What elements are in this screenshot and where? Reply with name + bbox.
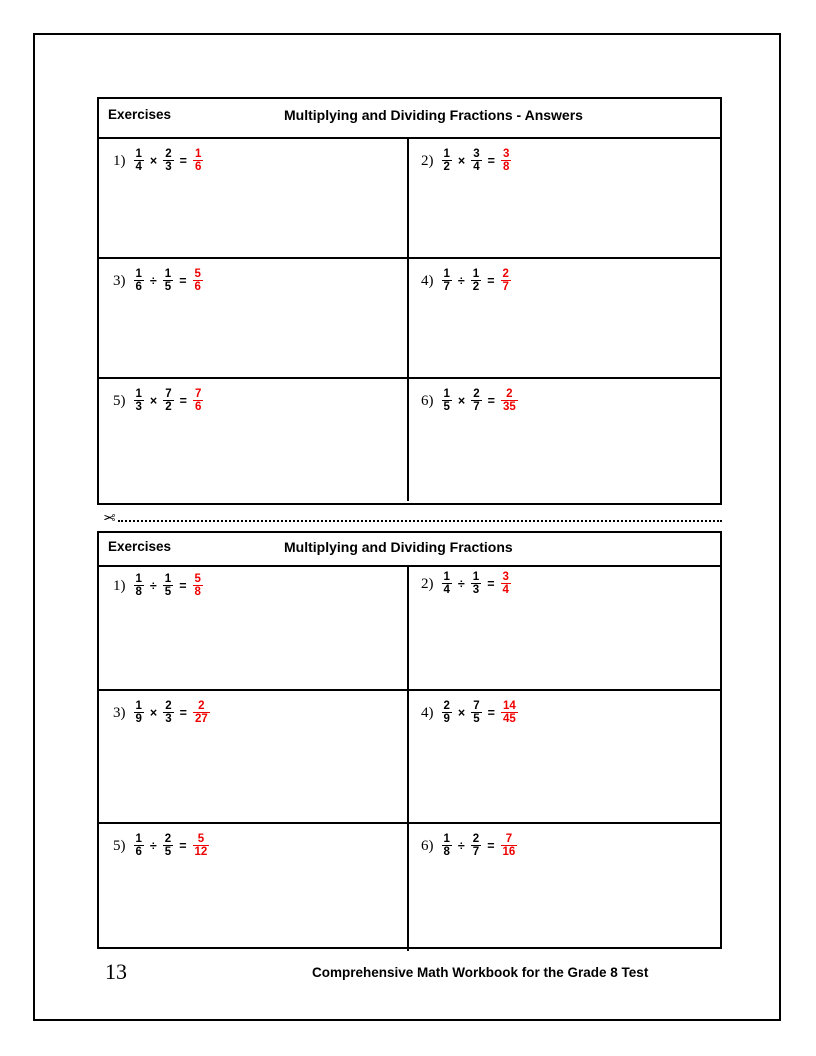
problem-expression	[113, 268, 204, 294]
operand-fraction	[471, 833, 481, 859]
operand-fraction	[442, 700, 452, 726]
answer-fraction	[501, 148, 511, 174]
fraction-denominator: 8	[194, 586, 201, 599]
header-title: Multiplying and Dividing Fractions	[284, 539, 513, 555]
problem-expression	[421, 833, 518, 859]
equals-symbol: =	[487, 576, 495, 591]
answer-fraction	[501, 833, 518, 859]
worksheet-page	[33, 33, 781, 1021]
fraction-numerator: 1	[164, 573, 172, 585]
equals-symbol: =	[487, 838, 495, 853]
answer-fraction	[501, 268, 511, 294]
fraction-denominator: 2	[472, 281, 480, 294]
fraction-denominator: 27	[194, 713, 208, 726]
fraction-denominator: 2	[165, 401, 172, 414]
scissors-icon: ✂	[103, 509, 116, 527]
operator-symbol: ÷	[457, 273, 465, 288]
answer-fraction	[193, 268, 203, 294]
fraction-numerator: 2	[164, 833, 172, 845]
fraction-denominator: 5	[164, 281, 172, 294]
fraction-numerator: 2	[165, 700, 172, 712]
exercise-table-answers	[97, 97, 722, 505]
answer-fraction	[193, 700, 210, 726]
fraction-denominator: 5	[164, 846, 172, 859]
answer-fraction	[193, 388, 203, 414]
problem-expression	[113, 700, 211, 726]
operator-symbol: ×	[457, 153, 466, 168]
operator-symbol: ÷	[457, 576, 465, 591]
fraction-denominator: 2	[443, 161, 450, 174]
header-title: Multiplying and Dividing Fractions - Answers	[284, 107, 583, 123]
fraction-numerator: 3	[502, 571, 509, 583]
fraction-denominator: 9	[443, 713, 450, 726]
operator-symbol: ×	[149, 705, 158, 720]
operand-fraction	[442, 833, 452, 859]
problem-number: 4)	[421, 273, 434, 290]
problem-cell[interactable]	[409, 824, 720, 951]
table-body-answers	[99, 139, 720, 501]
fraction-denominator: 5	[443, 401, 450, 414]
table-row	[99, 259, 720, 379]
worksheet-content	[97, 97, 722, 1001]
fraction-denominator: 4	[502, 584, 509, 597]
fraction-denominator: 4	[135, 161, 142, 174]
fraction-numerator: 5	[197, 833, 205, 845]
fraction-denominator: 7	[443, 281, 450, 294]
problem-cell[interactable]	[409, 691, 720, 822]
fraction-numerator: 1	[472, 268, 480, 280]
operand-fraction	[163, 388, 173, 414]
fraction-numerator: 1	[443, 833, 450, 845]
operand-fraction	[442, 388, 452, 414]
fraction-numerator: 1	[472, 571, 480, 583]
operand-fraction	[134, 573, 144, 599]
fraction-numerator: 2	[198, 700, 205, 712]
operand-fraction	[134, 833, 144, 859]
equals-symbol: =	[179, 153, 187, 168]
operand-fraction	[471, 148, 481, 174]
table-header-practice	[99, 533, 720, 567]
fraction-denominator: 12	[194, 846, 208, 859]
operator-symbol: ×	[149, 153, 158, 168]
operand-fraction	[442, 571, 452, 597]
equals-symbol: =	[179, 838, 187, 853]
fraction-numerator: 7	[165, 388, 172, 400]
fraction-denominator: 7	[473, 401, 480, 414]
table-row	[99, 379, 720, 501]
problem-cell[interactable]	[99, 379, 409, 501]
fraction-numerator: 1	[443, 148, 450, 160]
fraction-denominator: 6	[194, 161, 202, 174]
equals-symbol: =	[179, 705, 187, 720]
equals-symbol: =	[487, 273, 495, 288]
problem-expression	[113, 148, 204, 174]
problem-expression	[421, 148, 512, 174]
operand-fraction	[163, 268, 173, 294]
fraction-numerator: 3	[502, 148, 510, 160]
operand-fraction	[163, 833, 173, 859]
equals-symbol: =	[179, 393, 187, 408]
table-row	[99, 691, 720, 824]
operator-symbol: ÷	[149, 578, 157, 593]
fraction-numerator: 1	[135, 268, 142, 280]
operand-fraction	[163, 700, 173, 726]
fraction-denominator: 35	[502, 401, 516, 414]
fraction-denominator: 6	[135, 281, 142, 294]
fraction-numerator: 2	[502, 268, 509, 280]
problem-expression	[113, 573, 204, 599]
fraction-numerator: 1	[135, 700, 142, 712]
operator-symbol: ×	[457, 705, 466, 720]
fraction-numerator: 2	[473, 388, 480, 400]
fraction-numerator: 5	[194, 268, 201, 280]
fraction-denominator: 7	[472, 846, 480, 859]
equals-symbol: =	[487, 393, 495, 408]
table-body-practice	[99, 567, 720, 951]
problem-number: 2)	[421, 153, 434, 170]
problem-expression	[113, 388, 204, 414]
operator-symbol: ×	[149, 393, 158, 408]
problem-number: 6)	[421, 838, 434, 855]
page-number: 13	[105, 959, 127, 984]
fraction-numerator: 1	[135, 388, 142, 400]
problem-cell[interactable]	[99, 259, 409, 377]
operand-fraction	[471, 388, 481, 414]
footer-title: Comprehensive Math Workbook for the Grade 8 Test	[312, 965, 649, 980]
page-footer	[97, 955, 722, 1001]
fraction-numerator: 1	[164, 268, 172, 280]
fraction-numerator: 7	[505, 833, 513, 845]
fraction-denominator: 8	[443, 846, 450, 859]
operator-symbol: ÷	[149, 273, 157, 288]
fraction-numerator: 5	[194, 573, 201, 585]
fraction-denominator: 6	[194, 401, 202, 414]
fraction-numerator: 1	[443, 268, 450, 280]
operand-fraction	[163, 148, 173, 174]
fraction-numerator: 1	[135, 833, 142, 845]
problem-cell[interactable]	[99, 139, 409, 257]
fraction-denominator: 8	[135, 586, 142, 599]
fraction-denominator: 45	[502, 713, 516, 726]
problem-cell[interactable]	[409, 567, 720, 689]
equals-symbol: =	[487, 705, 495, 720]
fraction-denominator: 5	[473, 713, 480, 726]
operator-symbol: ÷	[457, 838, 465, 853]
fraction-numerator: 2	[506, 388, 513, 400]
table-header-answers	[99, 99, 720, 139]
fraction-numerator: 1	[443, 388, 450, 400]
operand-fraction	[134, 700, 144, 726]
problem-cell[interactable]	[99, 567, 409, 689]
problem-number: 1)	[113, 153, 126, 170]
table-row	[99, 824, 720, 951]
header-label-exercises: Exercises	[108, 107, 172, 122]
fraction-denominator: 3	[165, 161, 172, 174]
problem-expression	[113, 833, 210, 859]
problem-expression	[421, 571, 512, 597]
fraction-numerator: 2	[165, 148, 172, 160]
answer-fraction	[193, 148, 203, 174]
table-row	[99, 139, 720, 259]
fraction-denominator: 3	[165, 713, 172, 726]
problem-expression	[421, 268, 512, 294]
fraction-denominator: 8	[502, 161, 510, 174]
operand-fraction	[471, 700, 481, 726]
cut-dotted-line	[118, 519, 722, 522]
operator-symbol: ×	[457, 393, 466, 408]
problem-number: 5)	[113, 838, 126, 855]
operand-fraction	[471, 571, 481, 597]
fraction-numerator: 7	[473, 700, 480, 712]
problem-cell[interactable]	[409, 139, 720, 257]
operand-fraction	[442, 268, 452, 294]
cut-line	[103, 505, 722, 531]
problem-number: 3)	[113, 705, 126, 722]
fraction-denominator: 3	[135, 401, 142, 414]
fraction-denominator: 7	[502, 281, 509, 294]
operator-symbol: ÷	[149, 838, 157, 853]
fraction-numerator: 1	[194, 148, 202, 160]
equals-symbol: =	[179, 578, 187, 593]
problem-number: 5)	[113, 393, 126, 410]
fraction-denominator: 3	[472, 584, 480, 597]
fraction-numerator: 2	[472, 833, 480, 845]
fraction-denominator: 9	[135, 713, 142, 726]
fraction-denominator: 4	[473, 161, 480, 174]
equals-symbol: =	[179, 273, 187, 288]
header-label-exercises: Exercises	[108, 539, 172, 554]
answer-fraction	[501, 388, 518, 414]
operand-fraction	[442, 148, 452, 174]
fraction-numerator: 1	[135, 573, 142, 585]
operand-fraction	[134, 388, 144, 414]
problem-expression	[421, 700, 519, 726]
operand-fraction	[134, 148, 144, 174]
answer-fraction	[193, 833, 210, 859]
problem-number: 1)	[113, 578, 126, 595]
problem-number: 6)	[421, 393, 434, 410]
fraction-denominator: 6	[135, 846, 142, 859]
fraction-numerator: 14	[502, 700, 516, 712]
fraction-denominator: 16	[502, 846, 516, 859]
fraction-numerator: 1	[135, 148, 142, 160]
problem-cell[interactable]	[99, 691, 409, 822]
problem-cell[interactable]	[99, 824, 409, 951]
fraction-denominator: 5	[164, 586, 172, 599]
problem-expression	[421, 388, 519, 414]
equals-symbol: =	[487, 153, 495, 168]
fraction-numerator: 1	[443, 571, 450, 583]
exercise-table-practice	[97, 531, 722, 949]
fraction-numerator: 3	[473, 148, 480, 160]
fraction-numerator: 2	[443, 700, 450, 712]
problem-number: 4)	[421, 705, 434, 722]
fraction-numerator: 7	[194, 388, 202, 400]
answer-fraction	[501, 700, 518, 726]
fraction-denominator: 6	[194, 281, 201, 294]
operand-fraction	[163, 573, 173, 599]
answer-fraction	[501, 571, 511, 597]
table-row	[99, 567, 720, 691]
fraction-denominator: 4	[443, 584, 450, 597]
problem-cell[interactable]	[409, 259, 720, 377]
problem-number: 2)	[421, 576, 434, 593]
problem-number: 3)	[113, 273, 126, 290]
answer-fraction	[193, 573, 203, 599]
operand-fraction	[134, 268, 144, 294]
operand-fraction	[471, 268, 481, 294]
problem-cell[interactable]	[409, 379, 720, 501]
